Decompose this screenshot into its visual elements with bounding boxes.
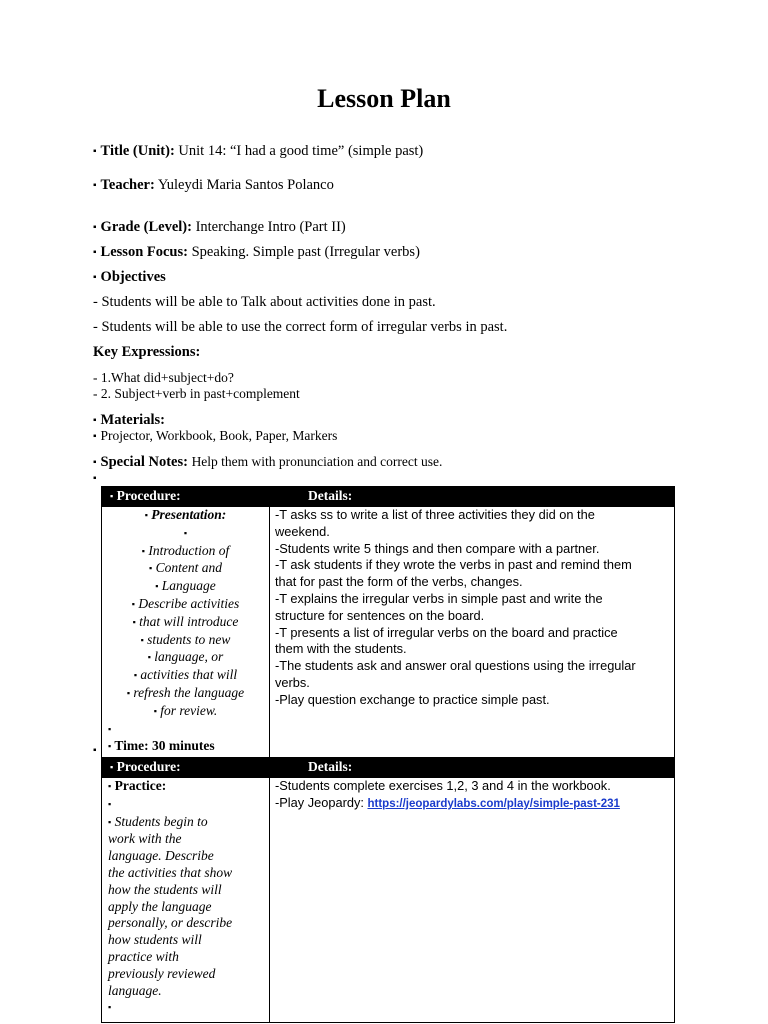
detail-line: -Play Jeopardy: https://jeopardylabs.com/play/simple-past-231 [275,794,620,810]
detail-line: -T asks ss to write a list of three activities they did on the [275,507,595,522]
empty-bullet [93,469,101,489]
table-header-row [102,758,675,778]
detail-line: that for past the form of the verbs, changes. [275,574,523,590]
field-lesson-focus [93,243,420,263]
field-label: Title (Unit): [100,143,175,159]
key-expression-item: - 1.What did+subject+do? [93,370,234,385]
bullet-icon: ▪ [93,272,97,283]
key-expressions-heading: Key Expressions: [93,344,201,360]
field-value: Speaking. Simple past (Irregular verbs) [191,244,420,260]
objective-item: - Students will be able to Talk about activities done in past. [93,294,436,310]
detail-line: verbs. [275,674,310,690]
bullet-icon: ▪ [93,745,97,756]
objectives-heading: ▪ Objectives [93,269,166,285]
field-grade-level [93,218,346,238]
details-cell [270,778,675,1023]
detail-line: structure for sentences on the board. [275,607,485,623]
bullet-icon: ▪ [93,222,97,233]
detail-line: -T explains the irregular verbs in simple past and write the [275,590,603,606]
field-value: Yuleydi Maria Santos Polanco [157,177,334,193]
objective-item: - Students will be able to use the correct form of irregular verbs in past. [93,319,508,335]
detail-line: them with the students. [275,641,407,657]
detail-line: -The students ask and answer oral questions using the irregular [275,658,636,674]
key-expression-item: - 2. Subject+verb in past+complement [93,386,300,401]
details-header: Details: [270,487,675,507]
table-row [102,778,675,1023]
materials-value: ▪ Projector, Workbook, Book, Paper, Markers [93,428,338,443]
field-label: Lesson Focus: [100,244,188,260]
empty-bullet [93,741,101,761]
bullet-icon: ▪ [93,415,97,426]
materials-heading: ▪ Materials: [93,412,165,428]
bullet-icon: ▪ [93,247,97,258]
field-teacher [93,176,334,196]
bullet-icon: ▪ [93,146,97,157]
detail-line: -Students write 5 things and then compare with a partner. [275,540,600,556]
details-header: Details: [270,758,675,778]
procedure-cell: ▪ Presentation: ▪ ▪ Introduction of ▪ Content and ▪ Language ▪ Describe activities ▪ that will introduce ▪ students to new ▪ language, or ▪ activities that will ▪ refresh the language ▪ for review. ▪ ▪ Time: 30 minutes [102,507,270,759]
bullet-icon: ▪ [93,431,97,442]
procedure-header: ▪ Procedure: [102,487,270,507]
detail-line: -T ask students if they wrote the verbs in past and remind them [275,557,632,573]
field-value: Unit 14: “I had a good time” (simple past) [178,143,424,159]
procedure-cell: ▪ Practice: ▪ ▪ Students begin to work with the language. Describe the activities that show how the students will apply the language personally, or describe how students will practice with previously reviewed language. ▪ [102,778,270,1023]
table-row [102,507,675,759]
detail-line: weekend. [275,523,330,539]
field-value: Interchange Intro (Part II) [195,219,346,235]
field-title-unit [93,142,423,162]
table-header-row [102,487,675,507]
jeopardy-link[interactable]: https://jeopardylabs.com/play/simple-past-231 [367,797,620,810]
procedure-header: ▪ Procedure: [102,758,270,778]
field-label: Teacher: [100,177,155,193]
presentation-title: Presentation: [151,507,227,522]
bullet-icon: ▪ [93,180,97,191]
bullet-icon: ▪ [93,473,97,484]
presentation-procedure-table [101,486,675,759]
details-cell [270,507,675,759]
practice-procedure-table [101,757,675,1023]
detail-line: -T presents a list of irregular verbs on the board and practice [275,624,618,640]
field-label: Grade (Level): [100,219,192,235]
detail-line: -Play question exchange to practice simple past. [275,691,550,707]
time-label: Time: 30 minutes [114,738,215,754]
practice-title: Practice: [114,778,167,793]
bullet-icon: ▪ [93,457,97,468]
special-notes: ▪ Special Notes: Help them with pronunciation and correct use. [93,454,443,470]
detail-line: -Students complete exercises 1,2, 3 and 4 in the workbook. [275,778,611,793]
page-title: Lesson Plan [317,84,451,113]
